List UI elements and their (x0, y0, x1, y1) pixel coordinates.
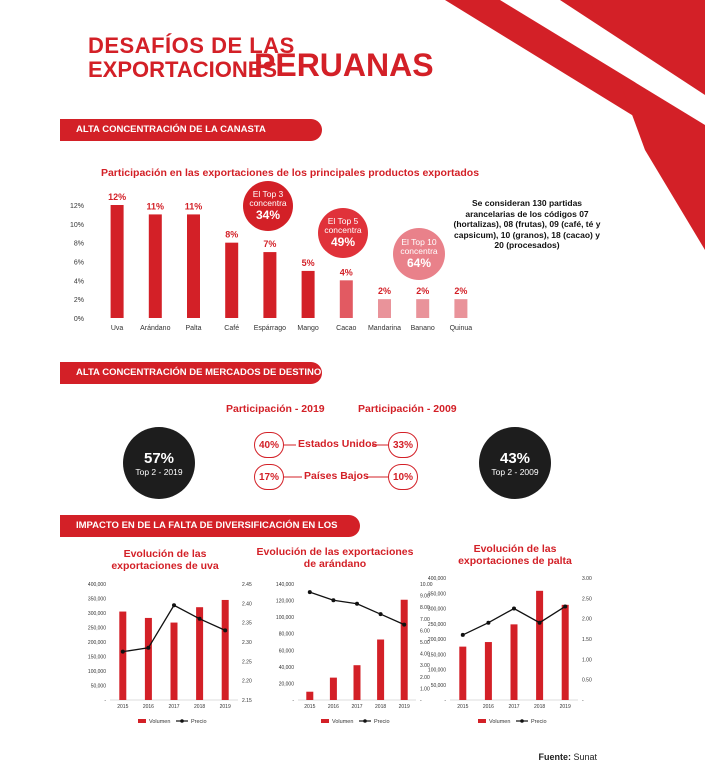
top2-2019-value: 57% (143, 449, 175, 467)
right-tick-label: 2.35 (242, 620, 252, 627)
section-band-precios: IMPACTO EN DE LA FALTA DE DIVERSIFICACIÓN EN LOS PRECIOS (60, 515, 360, 537)
data-label: 12% (108, 192, 127, 202)
x-tick-label: 2016 (327, 704, 339, 710)
y-tick-label: 6% (73, 259, 84, 267)
us-2019-value: 40% (254, 432, 284, 458)
data-label: 4% (339, 267, 353, 278)
data-label: 5% (301, 257, 315, 268)
left-tick-label: 140,000 (275, 582, 294, 588)
x-tick-label: 2017 (508, 704, 520, 710)
left-tick-label: 100,000 (427, 667, 446, 674)
data-label: 8% (225, 229, 239, 240)
legend-price-label: Precio (191, 719, 207, 725)
price-point (355, 602, 359, 606)
data-label: 2% (416, 286, 430, 297)
x-tick-label: 2015 (117, 704, 129, 710)
bubble-value: 34% (255, 208, 281, 222)
x-tick-label: Mango (297, 325, 319, 332)
price-point (402, 623, 406, 627)
left-tick-label: 20,000 (278, 681, 294, 688)
left-tick-label: 100,000 (275, 615, 294, 622)
palta-chart-title: Evolución de las exportaciones de palta (458, 543, 572, 567)
right-tick-label: - (582, 698, 584, 704)
left-tick-label: 200,000 (427, 637, 446, 643)
right-tick-label: 9.00 (420, 593, 430, 600)
data-label: 2% (377, 286, 392, 297)
left-tick-label: 200,000 (87, 640, 106, 646)
source-label: Fuente: (538, 752, 571, 762)
x-tick-label: Banano (410, 325, 435, 332)
left-tick-label: - (104, 698, 106, 704)
legend-price-marker (520, 719, 524, 723)
legend-volume-swatch (138, 719, 146, 723)
left-tick-label: 250,000 (427, 621, 446, 628)
price-point (461, 633, 465, 637)
price-point (512, 607, 516, 611)
note-text: Se consideran 130 partidas arancelarias de los códigos 07 (hortalizas), 08 (frutas), 09 (café, té y capsicum), 10 (granos), 18 (cacao) y 20 (procesados) (453, 198, 601, 250)
x-tick-label: Espárrago (253, 325, 287, 332)
title-line-1: DESAFÍOS DE LAS (88, 33, 295, 58)
top2-2009-value: 43% (499, 449, 531, 467)
x-tick-label: 2019 (398, 704, 410, 710)
right-tick-label: 7.00 (420, 616, 430, 623)
price-point (198, 617, 202, 621)
left-tick-label: 300,000 (427, 606, 446, 613)
x-tick-label: 2019 (219, 704, 231, 710)
bubble-text-1: El Top 10 (401, 237, 437, 247)
x-tick-label: 2016 (482, 704, 494, 710)
price-point (121, 650, 125, 654)
data-label: 7% (263, 239, 277, 250)
arandano-chart (268, 578, 438, 738)
volume-bar (222, 600, 229, 700)
x-tick-label: 2017 (168, 704, 180, 710)
bubble-value: 64% (406, 256, 432, 270)
legend-volume-label: Volumen (332, 719, 354, 725)
y-tick-label: 4% (73, 278, 84, 286)
price-point (223, 628, 227, 632)
source-value: Sunat (573, 752, 597, 762)
price-point (172, 603, 176, 607)
legend-price-marker (363, 719, 367, 723)
left-tick-label: - (292, 698, 294, 704)
left-tick-label: 150,000 (87, 654, 106, 661)
section-band-mercados: ALTA CONCENTRACIÓN DE MERCADOS DE DESTINO (60, 362, 322, 384)
left-tick-label: 400,000 (427, 576, 446, 582)
left-tick-label: 400,000 (87, 582, 106, 588)
right-tick-label: 2.15 (242, 698, 252, 704)
y-tick-label: 10% (69, 221, 84, 229)
left-tick-label: 60,000 (278, 648, 294, 655)
y-tick-label: 0% (73, 316, 84, 323)
volume-bar (330, 678, 337, 700)
x-tick-label: Palta (185, 325, 202, 332)
right-tick-label: 2.00 (582, 616, 592, 623)
bubble-text-1: El Top 3 (252, 189, 284, 199)
legend-volume-swatch (321, 719, 329, 723)
left-tick-label: - (444, 698, 446, 704)
left-tick-label: 40,000 (278, 664, 294, 671)
x-tick-label: 2019 (559, 704, 571, 710)
data-label: 11% (184, 201, 203, 212)
left-tick-label: 120,000 (275, 598, 294, 605)
data-label: 2% (454, 286, 468, 297)
country-paises-bajos: Países Bajos (304, 470, 369, 482)
arandano-chart-title: Evolución de las exportaciones de arándano (256, 546, 414, 570)
main-chart-title: Participación en las exportaciones de los principales productos exportados (100, 167, 480, 179)
right-tick-label: 1.50 (582, 637, 592, 643)
label-participacion-2009: Participación - 2009 (358, 403, 457, 415)
volume-bar (171, 623, 178, 700)
x-tick-label: 2015 (304, 704, 316, 710)
us-2009-value: 33% (388, 432, 418, 458)
price-point (331, 598, 335, 602)
palta-chart (420, 572, 600, 738)
legend-volume-swatch (478, 719, 486, 723)
right-tick-label: 2.30 (242, 640, 252, 646)
top2-2009-label: Top 2 - 2009 (491, 466, 539, 477)
bubble-text-1: El Top 5 (327, 216, 359, 226)
title-big: PERUANAS (254, 47, 434, 83)
right-tick-label: 3.00 (582, 576, 592, 582)
x-tick-label: Cacao (336, 325, 357, 332)
country-estados-unidos: Estados Unidos (298, 438, 378, 450)
right-tick-label: 2.50 (582, 596, 592, 603)
right-tick-label: 2.45 (242, 582, 252, 588)
legend-volume-label: Volumen (149, 719, 171, 725)
price-line (310, 592, 404, 624)
legend-price-label: Precio (374, 719, 390, 725)
bubble-text-2: concentra (400, 246, 438, 256)
uva-chart (80, 578, 260, 738)
right-tick-label: 2.00 (420, 674, 430, 681)
volume-bar (485, 642, 492, 700)
left-tick-label: 150,000 (427, 652, 446, 659)
right-tick-label: 6.00 (420, 628, 430, 635)
volume-bar (354, 665, 361, 700)
right-tick-label: 1.00 (582, 657, 592, 664)
left-tick-label: 300,000 (87, 611, 106, 617)
price-point (486, 621, 490, 625)
bubble-text-2: concentra (249, 198, 287, 208)
nl-2009-value: 10% (388, 464, 418, 490)
volume-bar (562, 605, 569, 700)
data-label: 11% (146, 201, 165, 212)
y-tick-label: 2% (73, 297, 84, 305)
right-tick-label: 8.00 (420, 605, 430, 612)
volume-bar (377, 640, 384, 700)
x-tick-label: Uva (110, 325, 124, 332)
bubble-value: 49% (330, 235, 356, 249)
nl-2019-value: 17% (254, 464, 284, 490)
section-band-canasta: ALTA CONCENTRACIÓN DE LA CANASTA EXPORTADORA (60, 119, 322, 141)
price-point (379, 612, 383, 616)
price-point (308, 590, 312, 594)
volume-bar (459, 647, 466, 700)
legend-volume-label: Volumen (489, 719, 511, 725)
legend-price-marker (180, 719, 184, 723)
price-point (563, 604, 567, 608)
y-tick-label: 12% (69, 203, 84, 210)
bubble-text-2: concentra (324, 225, 362, 235)
left-tick-label: 100,000 (87, 669, 106, 675)
left-tick-label: 350,000 (427, 591, 446, 598)
x-tick-label: 2016 (142, 704, 154, 710)
right-tick-label: 4.00 (420, 651, 430, 658)
uva-chart-title: Evolución de las exportaciones de uva (111, 548, 219, 572)
volume-bar (145, 618, 152, 700)
volume-bar (196, 607, 203, 700)
volume-bar (119, 612, 126, 700)
label-participacion-2019: Participación - 2019 (226, 403, 325, 415)
right-tick-label: 5.00 (420, 640, 430, 646)
right-tick-label: 2.40 (242, 601, 252, 608)
volume-bar (511, 624, 518, 700)
x-tick-label: 2015 (457, 704, 469, 710)
volume-bar (306, 692, 313, 700)
x-tick-label: Café (224, 325, 240, 332)
right-tick-label: 10.00 (420, 582, 433, 588)
title-line-2: EXPORTACIONES (88, 57, 278, 82)
source-note (538, 752, 597, 762)
right-tick-label: 2.20 (242, 678, 252, 685)
price-point (538, 621, 542, 625)
x-tick-label: 2018 (375, 704, 387, 710)
legend-price-label: Precio (531, 719, 547, 725)
right-tick-label: - (420, 698, 422, 704)
left-tick-label: 250,000 (87, 625, 106, 632)
x-tick-label: Quinua (449, 325, 473, 332)
x-tick-label: 2017 (351, 704, 363, 710)
volume-bar (536, 591, 543, 700)
x-tick-label: Mandarina (367, 325, 402, 332)
right-tick-label: 1.00 (420, 686, 430, 693)
right-tick-label: 0.50 (582, 677, 592, 684)
left-tick-label: 350,000 (87, 596, 106, 603)
volume-bar (401, 600, 408, 700)
left-tick-label: 50,000 (90, 683, 106, 690)
x-tick-label: Arándano (140, 325, 171, 332)
y-tick-label: 8% (73, 240, 84, 248)
price-point (146, 646, 150, 650)
right-tick-label: 2.25 (242, 659, 252, 666)
left-tick-label: 80,000 (278, 631, 294, 638)
x-tick-label: 2018 (534, 704, 546, 710)
left-tick-label: 50,000 (430, 682, 446, 689)
right-tick-label: 3.00 (420, 663, 430, 670)
top2-2019-label: Top 2 - 2019 (135, 466, 183, 477)
x-tick-label: 2018 (194, 704, 206, 710)
